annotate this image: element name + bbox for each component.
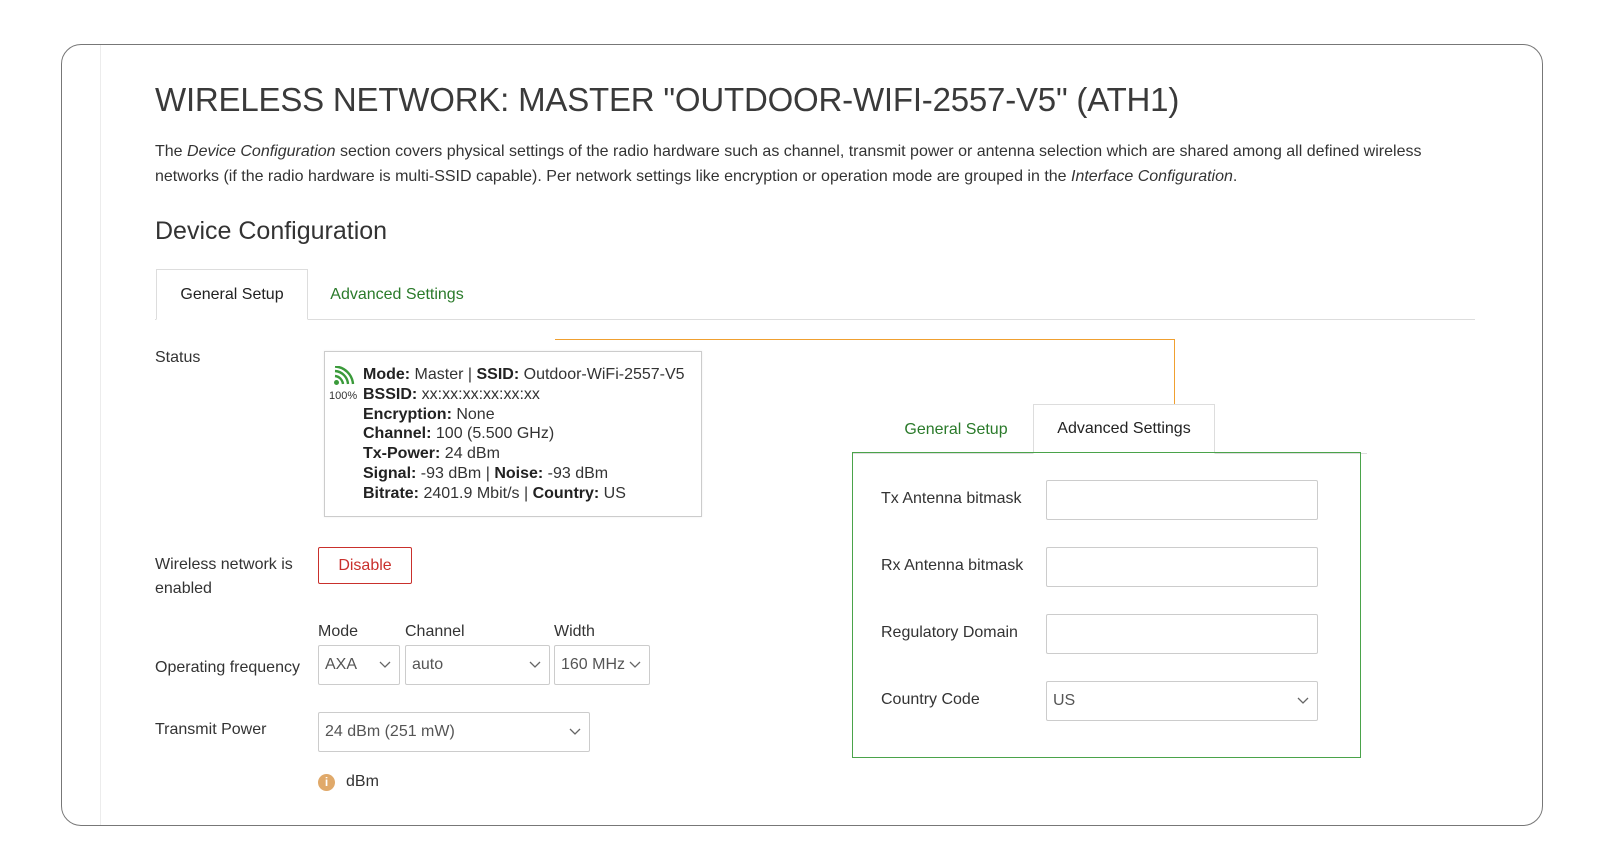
transmit-power-select[interactable]: 24 dBm (251 mW): [318, 712, 590, 752]
device-configuration-emphasis: Device Configuration: [187, 143, 336, 160]
status-line-mode: Mode: Master | SSID: Outdoor-WiFi-2557-V5: [363, 366, 685, 383]
wireless-enabled-label: Wireless network is enabled: [155, 556, 293, 597]
country-code-select[interactable]: US: [1046, 681, 1318, 721]
regulatory-domain-input[interactable]: [1046, 614, 1318, 654]
rx-antenna-input[interactable]: [1046, 547, 1318, 587]
dbm-unit-hint: dBm: [346, 773, 379, 790]
chevron-down-icon: [569, 726, 581, 736]
channel-column-label: Channel: [405, 623, 465, 640]
country-code-label: Country Code: [881, 691, 980, 708]
operating-frequency-label: Operating frequency: [155, 659, 300, 676]
tab-advanced-settings[interactable]: Advanced Settings: [330, 285, 464, 303]
callout-connector-horizontal: [555, 339, 1175, 340]
channel-select[interactable]: auto: [405, 645, 550, 685]
disable-button[interactable]: Disable: [318, 547, 412, 584]
status-line-encryption: Encryption: None: [363, 405, 495, 423]
tab-general-setup-secondary[interactable]: General Setup: [904, 421, 1008, 438]
status-box: [324, 351, 702, 517]
mode-select[interactable]: AXA: [318, 645, 400, 685]
regulatory-domain-label: Regulatory Domain: [881, 624, 1018, 641]
chevron-down-icon: [529, 659, 541, 669]
section-description: The Device Configuration section covers physical settings of the radio hardware such as channel, transmit power or antenna selection which are shared among all defined wireless networks (if the radio hardware is multi-SSID capable). Per network settings like encryption or operation mode are grouped in the Interface Configuration.: [155, 143, 1422, 185]
status-line-bitrate: Bitrate: 2401.9 Mbit/s | Country: US: [363, 484, 626, 502]
chevron-down-icon: [1297, 695, 1309, 705]
transmit-power-label: Transmit Power: [155, 721, 267, 738]
status-line-bssid: BSSID: xx:xx:xx:xx:xx:xx: [363, 385, 540, 403]
wifi-signal-icon: [333, 366, 355, 386]
mode-column-label: Mode: [318, 623, 359, 640]
tx-antenna-label: Tx Antenna bitmask: [881, 490, 1022, 507]
advanced-settings-panel: [852, 452, 1361, 758]
rx-antenna-label: Rx Antenna bitmask: [881, 557, 1024, 574]
frame-divider: [100, 45, 101, 825]
page-title: WIRELESS NETWORK: MASTER "OUTDOOR-WIFI-2557-V5" (ATH1): [155, 81, 1180, 118]
width-select[interactable]: 160 MHz: [554, 645, 650, 685]
status-label: Status: [155, 349, 201, 366]
signal-percent: 100%: [329, 390, 358, 402]
tx-antenna-input[interactable]: [1046, 480, 1318, 520]
screenshot-frame: [61, 44, 1543, 826]
tab-general-setup[interactable]: General Setup: [156, 269, 308, 320]
status-line-signal: Signal: -93 dBm | Noise: -93 dBm: [363, 464, 609, 482]
status-line-channel: Channel: 100 (5.500 GHz): [363, 425, 555, 443]
status-line-txpower: Tx-Power: 24 dBm: [363, 445, 500, 463]
section-title: Device Configuration: [155, 217, 388, 245]
width-column-label: Width: [554, 623, 595, 640]
info-icon: i: [318, 774, 335, 791]
interface-configuration-emphasis: Interface Configuration: [1071, 168, 1233, 185]
chevron-down-icon: [629, 659, 641, 669]
status-details: [363, 365, 685, 504]
tab-advanced-settings-secondary[interactable]: Advanced Settings: [1033, 404, 1215, 454]
chevron-down-icon: [379, 659, 391, 669]
